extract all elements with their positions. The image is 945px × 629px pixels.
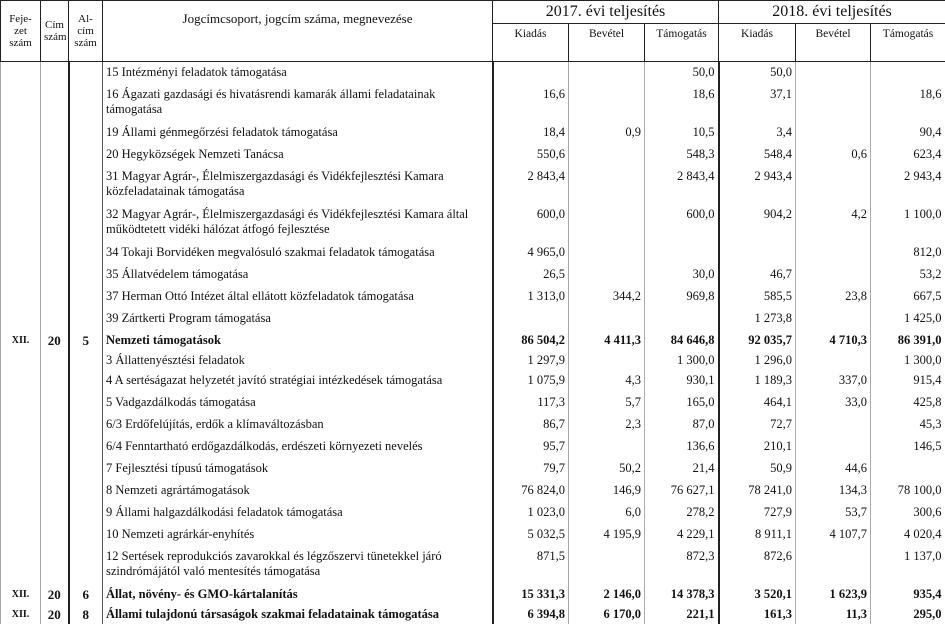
cell-fejezet [1,144,41,166]
cell-fejezet [1,502,41,524]
cell-kiadas-2017: 871,5 [493,546,569,584]
cell-fejezet [1,436,41,458]
cell-kiadas-2017: 5 032,5 [493,524,569,546]
cell-bevetel-2017: 4 411,3 [569,330,645,350]
cell-tamogatas-2017: 930,1 [645,370,719,392]
cell-bevetel-2017: 50,2 [569,458,645,480]
cell-name: 31 Magyar Agrár-, Élelmiszergazdasági és Vidékfejlesztési Kamara közfeladatainak támogatása [103,166,493,204]
table-row [1,392,945,414]
cell-bevetel-2018: 53,7 [796,502,871,524]
cell-tamogatas-2017: 50,0 [645,62,719,84]
cell-tamogatas-2017: 872,3 [645,546,719,584]
cell-cim [41,458,69,480]
cell-alcim [69,62,103,84]
cell-name: 7 Fejlesztési típusú támogatások [103,458,493,480]
cell-kiadas-2017: 550,6 [493,144,569,166]
header-cim: Cím szám [41,1,69,62]
table-row [1,436,945,458]
cell-tamogatas-2017: 14 378,3 [645,584,719,604]
cell-kiadas-2017: 26,5 [493,264,569,286]
cell-tamogatas-2018: 1 425,0 [871,308,945,330]
cell-bevetel-2018 [796,436,871,458]
cell-name: Állat, növény- és GMO-kártalanítás [103,584,493,604]
cell-bevetel-2018 [796,166,871,204]
cell-cim [41,436,69,458]
table-row [1,84,945,122]
cell-tamogatas-2018 [871,458,945,480]
table-body [1,62,945,624]
cell-tamogatas-2018: 1 100,0 [871,204,945,242]
cell-alcim: 6 [69,584,103,604]
cell-alcim [69,546,103,584]
cell-bevetel-2018 [796,308,871,330]
cell-tamogatas-2018: 812,0 [871,242,945,264]
header-alcim: Al-cím szám [69,1,103,62]
cell-kiadas-2017: 1 297,9 [493,350,569,370]
cell-tamogatas-2017: 84 646,8 [645,330,719,350]
cell-kiadas-2018: 37,1 [719,84,796,122]
cell-name: Nemzeti támogatások [103,330,493,350]
cell-fejezet [1,166,41,204]
cell-fejezet [1,480,41,502]
cell-tamogatas-2018: 623,4 [871,144,945,166]
cell-bevetel-2017 [569,308,645,330]
cell-tamogatas-2018: 53,2 [871,264,945,286]
cell-bevetel-2018: 1 623,9 [796,584,871,604]
cell-bevetel-2018 [796,546,871,584]
table-row [1,144,945,166]
cell-alcim [69,144,103,166]
cell-name: 12 Sertések reprodukciós zavarokkal és légzőszervi tünetekkel járó szindrómájától való mentesítés támogatása [103,546,493,584]
cell-name: 3 Állattenyésztési feladatok [103,350,493,370]
table-row [1,166,945,204]
cell-fejezet [1,414,41,436]
cell-tamogatas-2017: 278,2 [645,502,719,524]
cell-fejezet [1,370,41,392]
cell-tamogatas-2018: 915,4 [871,370,945,392]
table-row [1,546,945,584]
cell-fejezet [1,204,41,242]
cell-kiadas-2017: 86 504,2 [493,330,569,350]
cell-kiadas-2018: 92 035,7 [719,330,796,350]
cell-tamogatas-2017: 21,4 [645,458,719,480]
cell-fejezet: XII. [1,604,41,624]
cell-alcim [69,480,103,502]
cell-tamogatas-2017: 600,0 [645,204,719,242]
header-tamogatas-2017: Támogatás [645,24,719,62]
table-row-subtotal [1,584,945,604]
cell-cim [41,502,69,524]
cell-kiadas-2018: 1 296,0 [719,350,796,370]
cell-cim [41,264,69,286]
table-row [1,122,945,144]
header-tamogatas-2018: Támogatás [871,24,945,62]
header-bevetel-2017: Bevétel [569,24,645,62]
header-kiadas-2017: Kiadás [493,24,569,62]
cell-kiadas-2018: 50,9 [719,458,796,480]
cell-kiadas-2018: 161,3 [719,604,796,624]
cell-name: 32 Magyar Agrár-, Élelmiszergazdasági és Vidékfejlesztési Kamara által működtetett vidéki hálózat átfogó fejlesztése [103,204,493,242]
cell-kiadas-2017 [493,62,569,84]
cell-tamogatas-2018: 90,4 [871,122,945,144]
cell-bevetel-2018 [796,350,871,370]
cell-bevetel-2017 [569,62,645,84]
cell-name: 15 Intézményi feladatok támogatása [103,62,493,84]
cell-fejezet [1,458,41,480]
cell-alcim [69,264,103,286]
cell-kiadas-2017: 6 394,8 [493,604,569,624]
table-row [1,308,945,330]
cell-kiadas-2017: 16,6 [493,84,569,122]
cell-fejezet: XII. [1,584,41,604]
cell-tamogatas-2018: 2 943,4 [871,166,945,204]
cell-fejezet [1,392,41,414]
header-kiadas-2018: Kiadás [719,24,796,62]
cell-name: 19 Állami génmegőrzési feladatok támogatása [103,122,493,144]
header-year-2018: 2018. évi teljesítés [719,1,945,24]
cell-name: 8 Nemzeti agrártámogatások [103,480,493,502]
cell-name: 34 Tokaji Borvidéken megvalósuló szakmai feladatok támogatása [103,242,493,264]
cell-name: 16 Ágazati gazdasági és hivatásrendi kamarák állami feladatainak támogatása [103,84,493,122]
cell-bevetel-2017 [569,166,645,204]
table-row [1,62,945,84]
table-row [1,286,945,308]
cell-alcim: 8 [69,604,103,624]
cell-fejezet: XII. [1,330,41,350]
cell-name: 35 Állatvédelem támogatása [103,264,493,286]
cell-alcim [69,502,103,524]
cell-alcim [69,414,103,436]
cell-fejezet [1,524,41,546]
cell-tamogatas-2017: 165,0 [645,392,719,414]
cell-fejezet [1,84,41,122]
cell-kiadas-2017 [493,308,569,330]
cell-name: 37 Herman Ottó Intézet által ellátott közfeladatok támogatása [103,286,493,308]
table-row [1,502,945,524]
cell-name: 9 Állami halgazdálkodási feladatok támogatása [103,502,493,524]
cell-kiadas-2018: 78 241,0 [719,480,796,502]
cell-alcim: 5 [69,330,103,350]
cell-fejezet [1,62,41,84]
cell-name: 4 A sertéságazat helyzetét javító stratégiai intézkedések támogatása [103,370,493,392]
cell-kiadas-2017: 600,0 [493,204,569,242]
cell-kiadas-2017: 117,3 [493,392,569,414]
cell-alcim [69,436,103,458]
table-row-subtotal [1,604,945,624]
cell-fejezet [1,122,41,144]
cell-name: 10 Nemzeti agrárkár-enyhítés [103,524,493,546]
cell-alcim [69,242,103,264]
cell-cim: 20 [41,330,69,350]
cell-cim [41,308,69,330]
cell-bevetel-2018 [796,414,871,436]
cell-bevetel-2018: 337,0 [796,370,871,392]
cell-tamogatas-2017 [645,308,719,330]
cell-cim [41,370,69,392]
cell-kiadas-2018: 904,2 [719,204,796,242]
cell-bevetel-2018: 0,6 [796,144,871,166]
cell-bevetel-2017 [569,242,645,264]
cell-cim [41,204,69,242]
cell-alcim [69,458,103,480]
cell-bevetel-2018 [796,62,871,84]
cell-cim [41,62,69,84]
cell-kiadas-2018: 548,4 [719,144,796,166]
cell-cim [41,122,69,144]
cell-kiadas-2017: 76 824,0 [493,480,569,502]
cell-cim: 20 [41,604,69,624]
cell-bevetel-2018: 4,2 [796,204,871,242]
cell-name: 5 Vadgazdálkodás támogatása [103,392,493,414]
table-row [1,480,945,502]
table-row [1,414,945,436]
cell-kiadas-2018: 46,7 [719,264,796,286]
cell-bevetel-2017: 2,3 [569,414,645,436]
cell-alcim [69,392,103,414]
cell-cim: 20 [41,584,69,604]
cell-kiadas-2018 [719,242,796,264]
cell-kiadas-2017: 1 075,9 [493,370,569,392]
cell-tamogatas-2018: 86 391,0 [871,330,945,350]
cell-alcim [69,350,103,370]
cell-bevetel-2018 [796,242,871,264]
cell-bevetel-2017 [569,350,645,370]
cell-bevetel-2017 [569,264,645,286]
cell-bevetel-2017 [569,84,645,122]
cell-tamogatas-2018: 18,6 [871,84,945,122]
cell-alcim [69,122,103,144]
header-year-2017: 2017. évi teljesítés [493,1,719,24]
table-row-subtotal [1,330,945,350]
cell-kiadas-2018: 585,5 [719,286,796,308]
cell-bevetel-2018: 4 107,7 [796,524,871,546]
cell-name: 20 Hegyközségek Nemzeti Tanácsa [103,144,493,166]
cell-bevetel-2017: 4 195,9 [569,524,645,546]
cell-tamogatas-2018: 1 137,0 [871,546,945,584]
cell-cim [41,84,69,122]
cell-kiadas-2017: 18,4 [493,122,569,144]
header-name: Jogcímcsoport, jogcím száma, megnevezése [103,1,493,62]
cell-fejezet [1,286,41,308]
table-row [1,524,945,546]
cell-bevetel-2018: 23,8 [796,286,871,308]
cell-bevetel-2018: 44,6 [796,458,871,480]
cell-fejezet [1,264,41,286]
cell-alcim [69,166,103,204]
cell-tamogatas-2017: 548,3 [645,144,719,166]
cell-bevetel-2018: 4 710,3 [796,330,871,350]
cell-tamogatas-2018 [871,62,945,84]
cell-kiadas-2018: 8 911,1 [719,524,796,546]
cell-bevetel-2017: 4,3 [569,370,645,392]
cell-bevetel-2017 [569,204,645,242]
cell-bevetel-2018: 33,0 [796,392,871,414]
cell-tamogatas-2017: 76 627,1 [645,480,719,502]
cell-bevetel-2017 [569,546,645,584]
cell-alcim [69,370,103,392]
table-row [1,264,945,286]
table-row [1,350,945,370]
cell-tamogatas-2018: 1 300,0 [871,350,945,370]
cell-tamogatas-2018: 935,4 [871,584,945,604]
cell-bevetel-2017 [569,436,645,458]
cell-bevetel-2017: 2 146,0 [569,584,645,604]
cell-alcim [69,286,103,308]
cell-tamogatas-2017: 136,6 [645,436,719,458]
cell-cim [41,350,69,370]
cell-fejezet [1,242,41,264]
cell-tamogatas-2017: 87,0 [645,414,719,436]
cell-bevetel-2018: 11,3 [796,604,871,624]
cell-tamogatas-2017: 4 229,1 [645,524,719,546]
cell-kiadas-2018: 872,6 [719,546,796,584]
cell-kiadas-2018: 72,7 [719,414,796,436]
cell-bevetel-2018 [796,264,871,286]
cell-bevetel-2017 [569,144,645,166]
cell-kiadas-2017: 79,7 [493,458,569,480]
table-row [1,204,945,242]
cell-fejezet [1,546,41,584]
cell-kiadas-2018: 1 189,3 [719,370,796,392]
cell-cim [41,414,69,436]
cell-kiadas-2018: 3 520,1 [719,584,796,604]
cell-name: 6/4 Fenntartható erdőgazdálkodás, erdészeti környezeti nevelés [103,436,493,458]
cell-kiadas-2017: 2 843,4 [493,166,569,204]
header-fejezet: Feje-zet szám [1,1,41,62]
cell-cim [41,392,69,414]
cell-cim [41,166,69,204]
cell-kiadas-2018: 464,1 [719,392,796,414]
cell-bevetel-2017: 146,9 [569,480,645,502]
cell-fejezet [1,308,41,330]
cell-name: Állami tulajdonú társaságok szakmai feladatainak támogatása [103,604,493,624]
cell-kiadas-2017: 1 313,0 [493,286,569,308]
cell-alcim [69,308,103,330]
cell-kiadas-2018: 2 943,4 [719,166,796,204]
cell-cim [41,524,69,546]
cell-bevetel-2017: 344,2 [569,286,645,308]
header-bevetel-2018: Bevétel [796,24,871,62]
cell-bevetel-2018 [796,84,871,122]
cell-kiadas-2017: 1 023,0 [493,502,569,524]
cell-tamogatas-2018: 295,0 [871,604,945,624]
cell-bevetel-2017: 0,9 [569,122,645,144]
cell-tamogatas-2017: 221,1 [645,604,719,624]
cell-kiadas-2017: 95,7 [493,436,569,458]
cell-kiadas-2018: 3,4 [719,122,796,144]
cell-kiadas-2018: 210,1 [719,436,796,458]
cell-cim [41,480,69,502]
cell-tamogatas-2017: 10,5 [645,122,719,144]
cell-bevetel-2017: 6,0 [569,502,645,524]
cell-bevetel-2017: 5,7 [569,392,645,414]
cell-alcim [69,84,103,122]
cell-tamogatas-2017 [645,242,719,264]
cell-tamogatas-2018: 425,8 [871,392,945,414]
cell-tamogatas-2018: 667,5 [871,286,945,308]
cell-name: 6/3 Erdőfelújítás, erdők a klímaváltozásban [103,414,493,436]
cell-cim [41,286,69,308]
cell-fejezet [1,350,41,370]
cell-bevetel-2017: 6 170,0 [569,604,645,624]
cell-tamogatas-2017: 1 300,0 [645,350,719,370]
cell-cim [41,546,69,584]
cell-kiadas-2017: 15 331,3 [493,584,569,604]
cell-kiadas-2018: 727,9 [719,502,796,524]
table-row [1,242,945,264]
cell-cim [41,144,69,166]
cell-tamogatas-2017: 18,6 [645,84,719,122]
cell-tamogatas-2017: 30,0 [645,264,719,286]
table-row [1,458,945,480]
cell-tamogatas-2018: 78 100,0 [871,480,945,502]
cell-bevetel-2018 [796,122,871,144]
cell-kiadas-2017: 86,7 [493,414,569,436]
cell-tamogatas-2017: 969,8 [645,286,719,308]
cell-cim [41,242,69,264]
cell-tamogatas-2018: 45,3 [871,414,945,436]
cell-kiadas-2018: 1 273,8 [719,308,796,330]
cell-kiadas-2018: 50,0 [719,62,796,84]
cell-bevetel-2018: 134,3 [796,480,871,502]
table-row [1,370,945,392]
cell-tamogatas-2017: 2 843,4 [645,166,719,204]
cell-tamogatas-2018: 300,6 [871,502,945,524]
cell-alcim [69,524,103,546]
cell-kiadas-2017: 4 965,0 [493,242,569,264]
cell-name: 39 Zártkerti Program támogatása [103,308,493,330]
cell-tamogatas-2018: 4 020,4 [871,524,945,546]
cell-tamogatas-2018: 146,5 [871,436,945,458]
cell-alcim [69,204,103,242]
